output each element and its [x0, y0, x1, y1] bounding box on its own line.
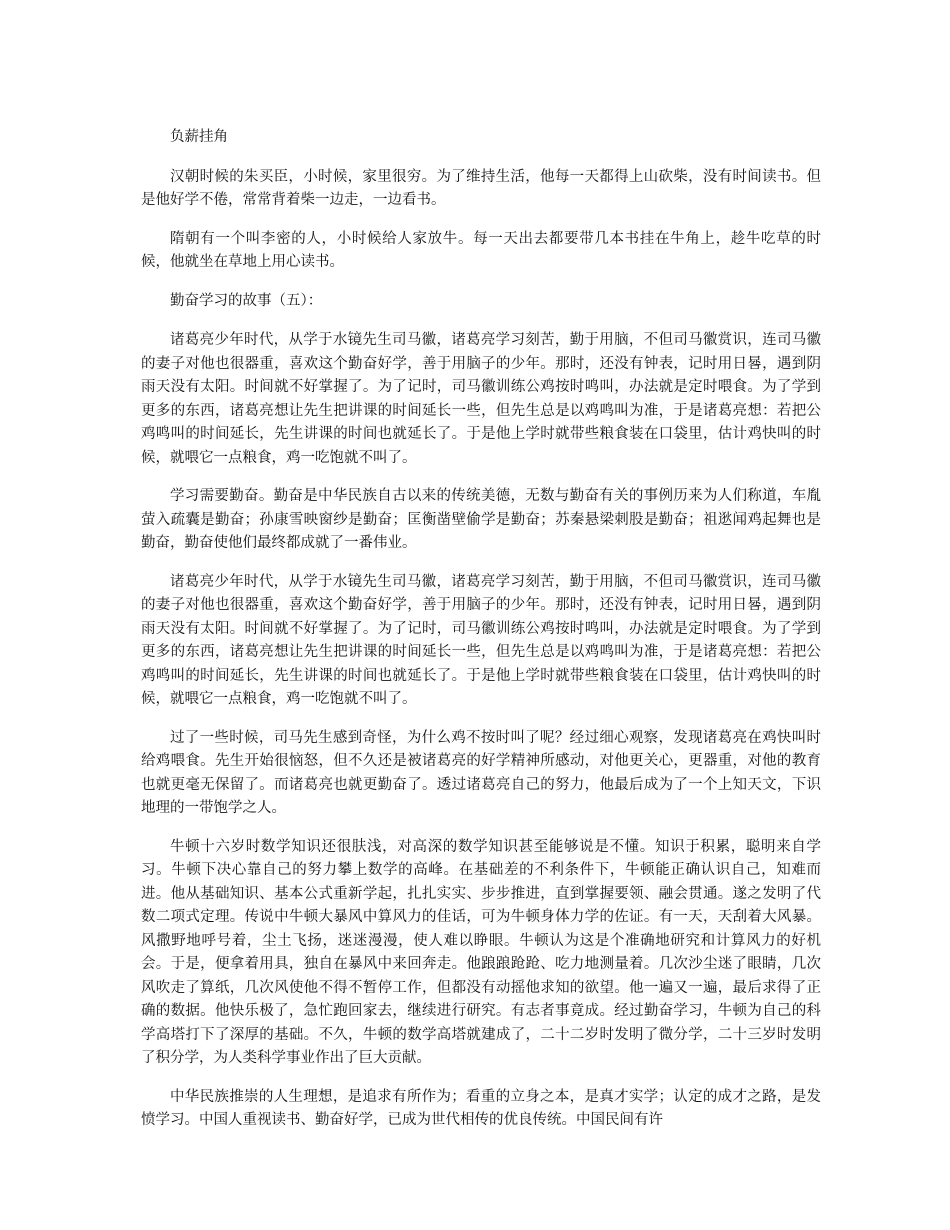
- section-title-fuxin-guajiao: 负薪挂角: [170, 129, 228, 145]
- document-page: [141, 126, 821, 1148]
- paragraph-zhuge-liang-2: 诸葛亮少年时代，从学于水镜先生司马徽，诸葛亮学习刻苦，勤于用脑，不但司马徽赏识，连司马徽的妻子对他也很器重，喜欢这个勤奋好学，善于用脑子的少年。那时，还没有钟表，记时用日晷，遇到阴雨天没有太阳。时间就不好掌握了。为了记时，司马徽训练公鸡按时鸣叫，办法就是定时喂食。为了学到更多的东西，诸葛亮想让先生把讲课的时间延长一些，但先生总是以鸡鸣叫为准，于是诸葛亮想：若把公鸡鸣叫的时间延长，先生讲课的时间也就延长了。于是他上学时就带些粮食装在口袋里，估计鸡快叫的时候，就喂它一点粮食，鸡一吃饱就不叫了。: [141, 573, 821, 707]
- paragraph-newton: 牛顿十六岁时数学知识还很肤浅，对高深的数学知识甚至能够说是不懂。知识于积累，聪明来自学习。牛顿下决心靠自己的努力攀上数学的高峰。在基础差的不利条件下，牛顿能正确认识自己，知难而进。他从基础知识、基本公式重新学起，扎扎实实、步步推进，直到掌握要领、融会贯通。遂之发明了代数二项式定理。传说中牛顿大暴风中算风力的佳话，可为牛顿身体力学的佐证。有一天，天刮着大风暴。风撒野地呼号着，尘土飞扬，迷迷漫漫，使人难以睁眼。牛顿认为这是个准确地研究和计算风力的好机会。于是，便拿着用具，独自在暴风中来回奔走。他踉踉跄跄、吃力地测量着。几次沙尘迷了眼睛，几次风吹走了算纸，几次风使他不得不暂停工作，但都没有动摇他求知的欲望。他一遍又一遍，最后求得了正确的数据。他快乐极了，急忙跑回家去，继续进行研究。有志者事竟成。经过勤奋学习，牛顿为自己的科学高塔打下了深厚的基础。不久，牛顿的数学高塔就建成了，二十二岁时发明了微分学，二十三岁时发明了积分学，为人类科学事业作出了巨大贡献。: [141, 838, 821, 1066]
- paragraph-zhuge-liang-3: 过了一些时候，司马先生感到奇怪，为什么鸡不按时叫了呢？经过细心观察，发现诸葛亮在鸡快叫时给鸡喂食。先生开始很恼怒，但不久还是被诸葛亮的好学精神所感动，对他更关心，更器重，对他的教育也就更毫无保留了。而诸葛亮也就更勤奋了。透过诸葛亮自己的努力，他最后成为了一个上知天文，下识地理的一带饱学之人。: [141, 729, 821, 816]
- paragraph-chinese-ideal: 中华民族推崇的人生理想，是追求有所作为；看重的立身之本，是真才实学；认定的成才之路，是发愤学习。中国人重视读书、勤奋好学，已成为世代相传的优良传统。中国民间有许: [141, 1088, 821, 1128]
- section-title-story-five: 勤奋学习的故事（五）：: [170, 292, 323, 309]
- paragraph-diligence: 学习需要勤奋。勤奋是中华民族自古以来的传统美德，无数与勤奋有关的事例历来为人们称道，车胤萤入疏囊是勤奋；孙康雪映窗纱是勤奋；匡衡凿壁偷学是勤奋；苏秦悬梁刺股是勤奋；祖逖闻鸡起舞也是勤奋，勤奋使他们最终都成就了一番伟业。: [141, 488, 821, 551]
- paragraph-li-mi: 隋朝有一个叫李密的人，小时候给人家放牛。每一天出去都要带几本书挂在牛角上，趁牛吃草的时候，他就坐在草地上用心读书。: [141, 230, 821, 270]
- paragraph-zhu-maichen: 汉朝时候的朱买臣，小时候，家里很穷。为了维持生活，他每一天都得上山砍柴，没有时间读书。但是他好学不倦，常常背着柴一边走，一边看书。: [141, 168, 821, 208]
- paragraph-zhuge-liang-1: 诸葛亮少年时代，从学于水镜先生司马徽，诸葛亮学习刻苦，勤于用脑，不但司马徽赏识，连司马徽的妻子对他也很器重，喜欢这个勤奋好学，善于用脑子的少年。那时，还没有钟表，记时用日晷，遇到阴雨天没有太阳。时间就不好掌握了。为了记时，司马徽训练公鸡按时鸣叫，办法就是定时喂食。为了学到更多的东西，诸葛亮想让先生把讲课的时间延长一些，但先生总是以鸡鸣叫为准，于是诸葛亮想：若把公鸡鸣叫的时间延长，先生讲课的时间也就延长了。于是他上学时就带些粮食装在口袋里，估计鸡快叫的时候，就喂它一点粮食，鸡一吃饱就不叫了。: [141, 332, 821, 466]
